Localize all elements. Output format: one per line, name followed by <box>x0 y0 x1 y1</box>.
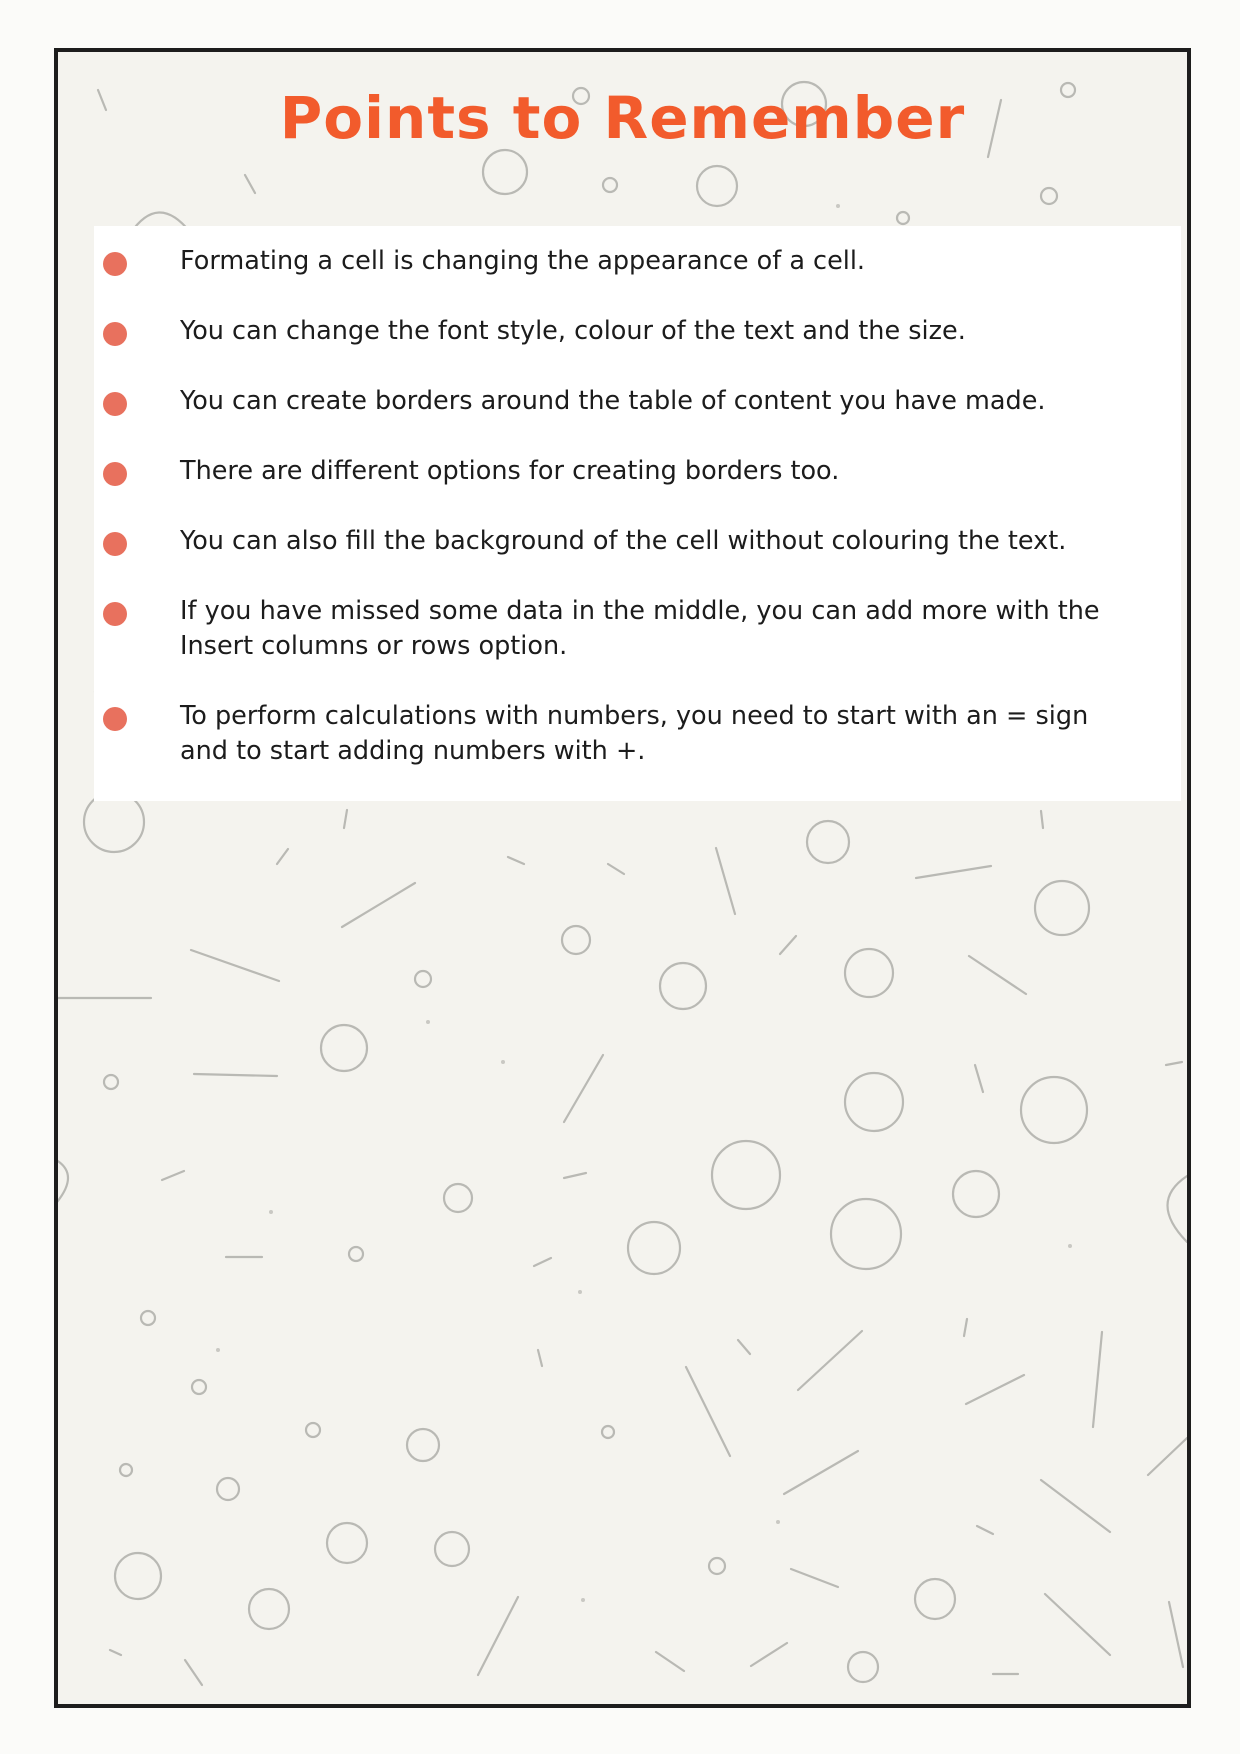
point-text: There are different options for creating borders too. <box>180 456 840 486</box>
point-text: To perform calculations with numbers, you need to start with an = sign and to start adding numbers with +. <box>180 701 1089 766</box>
list-item <box>94 314 1144 349</box>
point-text: Formating a cell is changing the appearance of a cell. <box>180 246 866 276</box>
points-list <box>94 244 1144 804</box>
bullet-dot-icon <box>103 392 127 416</box>
bullet-dot-icon <box>103 252 127 276</box>
page-frame <box>54 48 1191 1708</box>
point-text: You can change the font style, colour of the text and the size. <box>180 316 966 346</box>
bullet-dot-icon <box>103 322 127 346</box>
point-text: You can also fill the background of the cell without colouring the text. <box>180 526 1067 556</box>
list-item <box>94 244 1144 279</box>
point-text: You can create borders around the table of content you have made. <box>180 386 1046 416</box>
list-item <box>94 699 1144 769</box>
bullet-dot-icon <box>103 707 127 731</box>
bullet-dot-icon <box>103 602 127 626</box>
page-title: Points to Remember <box>279 84 966 152</box>
list-item <box>94 524 1144 559</box>
list-item <box>94 384 1144 419</box>
bullet-dot-icon <box>103 532 127 556</box>
bullet-dot-icon <box>103 462 127 486</box>
list-item <box>94 594 1144 664</box>
point-text: If you have missed some data in the middle, you can add more with the Insert columns or rows option. <box>180 596 1100 661</box>
list-item <box>94 454 1144 489</box>
